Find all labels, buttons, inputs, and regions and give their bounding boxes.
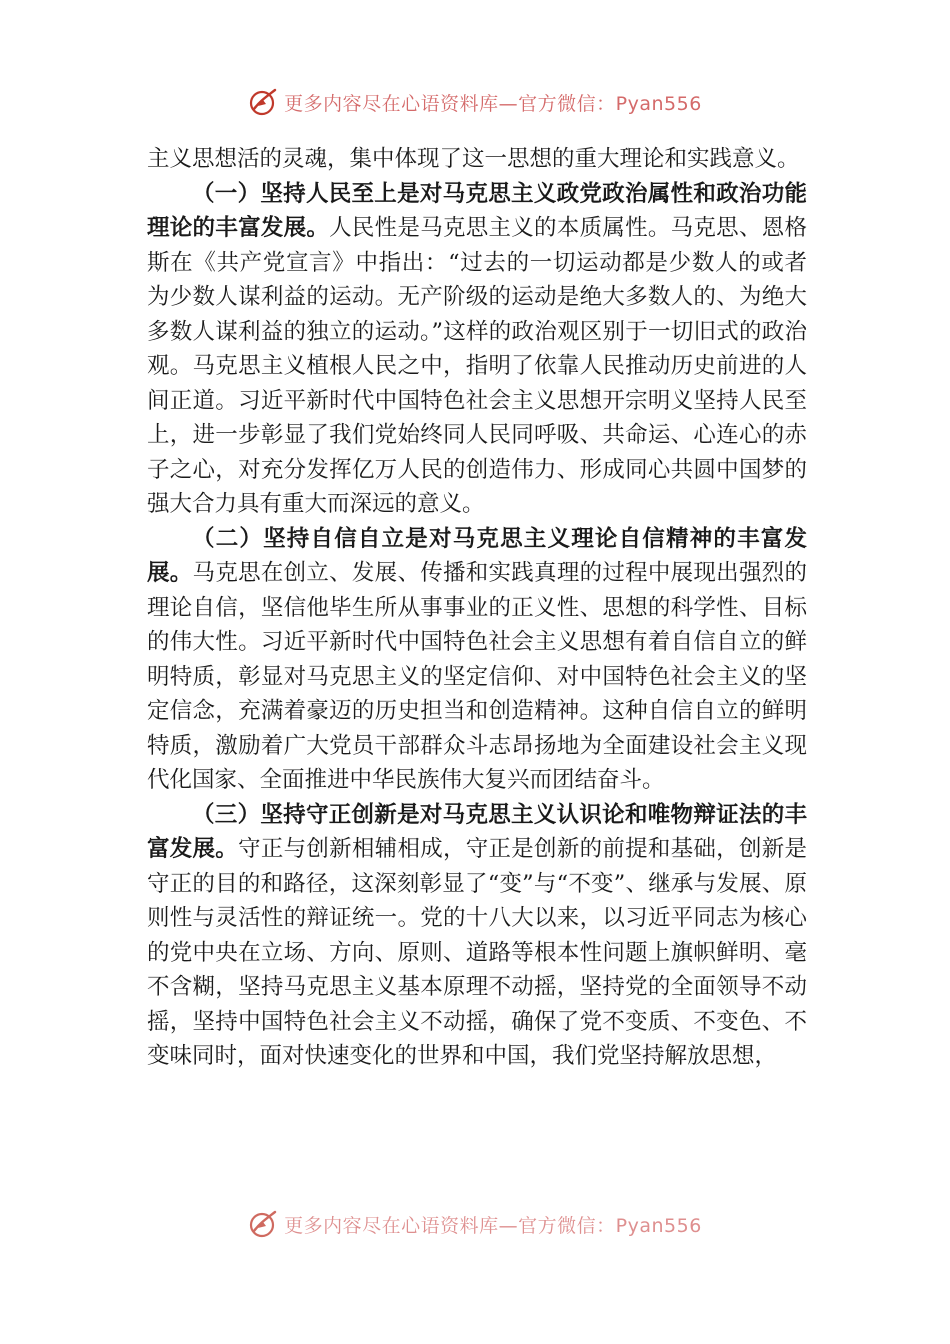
paragraph-heading: （二）坚持自信自立是对马克思主义理论自信精神的丰富发展。 [147,525,807,586]
paragraph-innovation [147,798,807,1074]
paragraph-body: 人民性是马克思主义的本质属性。马克思、恩格斯在《共产党宣言》中指出：“过去的一切运动都是少数人的或者为少数人谋利益的运动。无产阶级的运动是绝大多数人的、为绝大多数人谋利益的独立的运动。”这样的政治观区别于一切旧式的政治观。马克思主义植根人民之中，指明了依靠人民推动历史前进的人间正道。习近平新时代中国特色社会主义思想开宗明义坚持人民至上，进一步彰显了我们党始终同人民同呼吸、共命运、心连心的赤子之心，对充分发挥亿万人民的创造伟力、形成同心共圆中国梦的强大合力具有重大而深远的意义。 [147,215,807,517]
header-watermark [0,82,950,122]
paragraph-heading: （一）坚持人民至上是对马克思主义政党政治属性和政治功能理论的丰富发展。 [147,180,807,241]
calligraphy-brush-logo-icon [248,1209,278,1239]
paragraph-body: 主义思想活的灵魂，集中体现了这一思想的重大理论和实践意义。 [147,146,800,172]
paragraph-heading: （三）坚持守正创新是对马克思主义认识论和唯物辩证法的丰富发展。 [147,801,807,862]
calligraphy-brush-logo-icon [248,87,278,117]
paragraph-continuation [147,142,807,177]
paragraph-self-confidence [147,522,807,798]
paragraph-body: 守正与创新相辅相成，守正是创新的前提和基础，创新是守正的目的和路径，这深刻彰显了“变”与“不变”、继承与发展、原则性与灵活性的辩证统一。党的十八大以来，以习近平同志为核心的党中央在立场、方向、原则、道路等根本性问题上旗帜鲜明、毫不含糊，坚持马克思主义基本原理不动摇，坚持党的全面领导不动摇，坚持中国特色社会主义不动摇，确保了党不变质、不变色、不变味同时，面对快速变化的世界和中国，我们党坚持解放思想， [147,836,807,1069]
watermark-text: 更多内容尽在心语资料库—官方微信：Pyan556 [284,92,702,115]
watermark-text: 更多内容尽在心语资料库—官方微信：Pyan556 [284,1214,702,1237]
paragraph-body: 马克思在创立、发展、传播和实践真理的过程中展现出强烈的理论自信，坚信他毕生所从事事业的正义性、思想的科学性、目标的伟大性。习近平新时代中国特色社会主义思想有着自信自立的鲜明特质，彰显对马克思主义的坚定信仰、对中国特色社会主义的坚定信念，充满着豪迈的历史担当和创造精神。这种自信自立的鲜明特质，激励着广大党员干部群众斗志昂扬地为全面建设社会主义现代化国家、全面推进中华民族伟大复兴而团结奋斗。 [147,560,807,793]
footer-watermark [0,1204,950,1244]
document-body [147,142,807,1074]
paragraph-people-first [147,177,807,522]
